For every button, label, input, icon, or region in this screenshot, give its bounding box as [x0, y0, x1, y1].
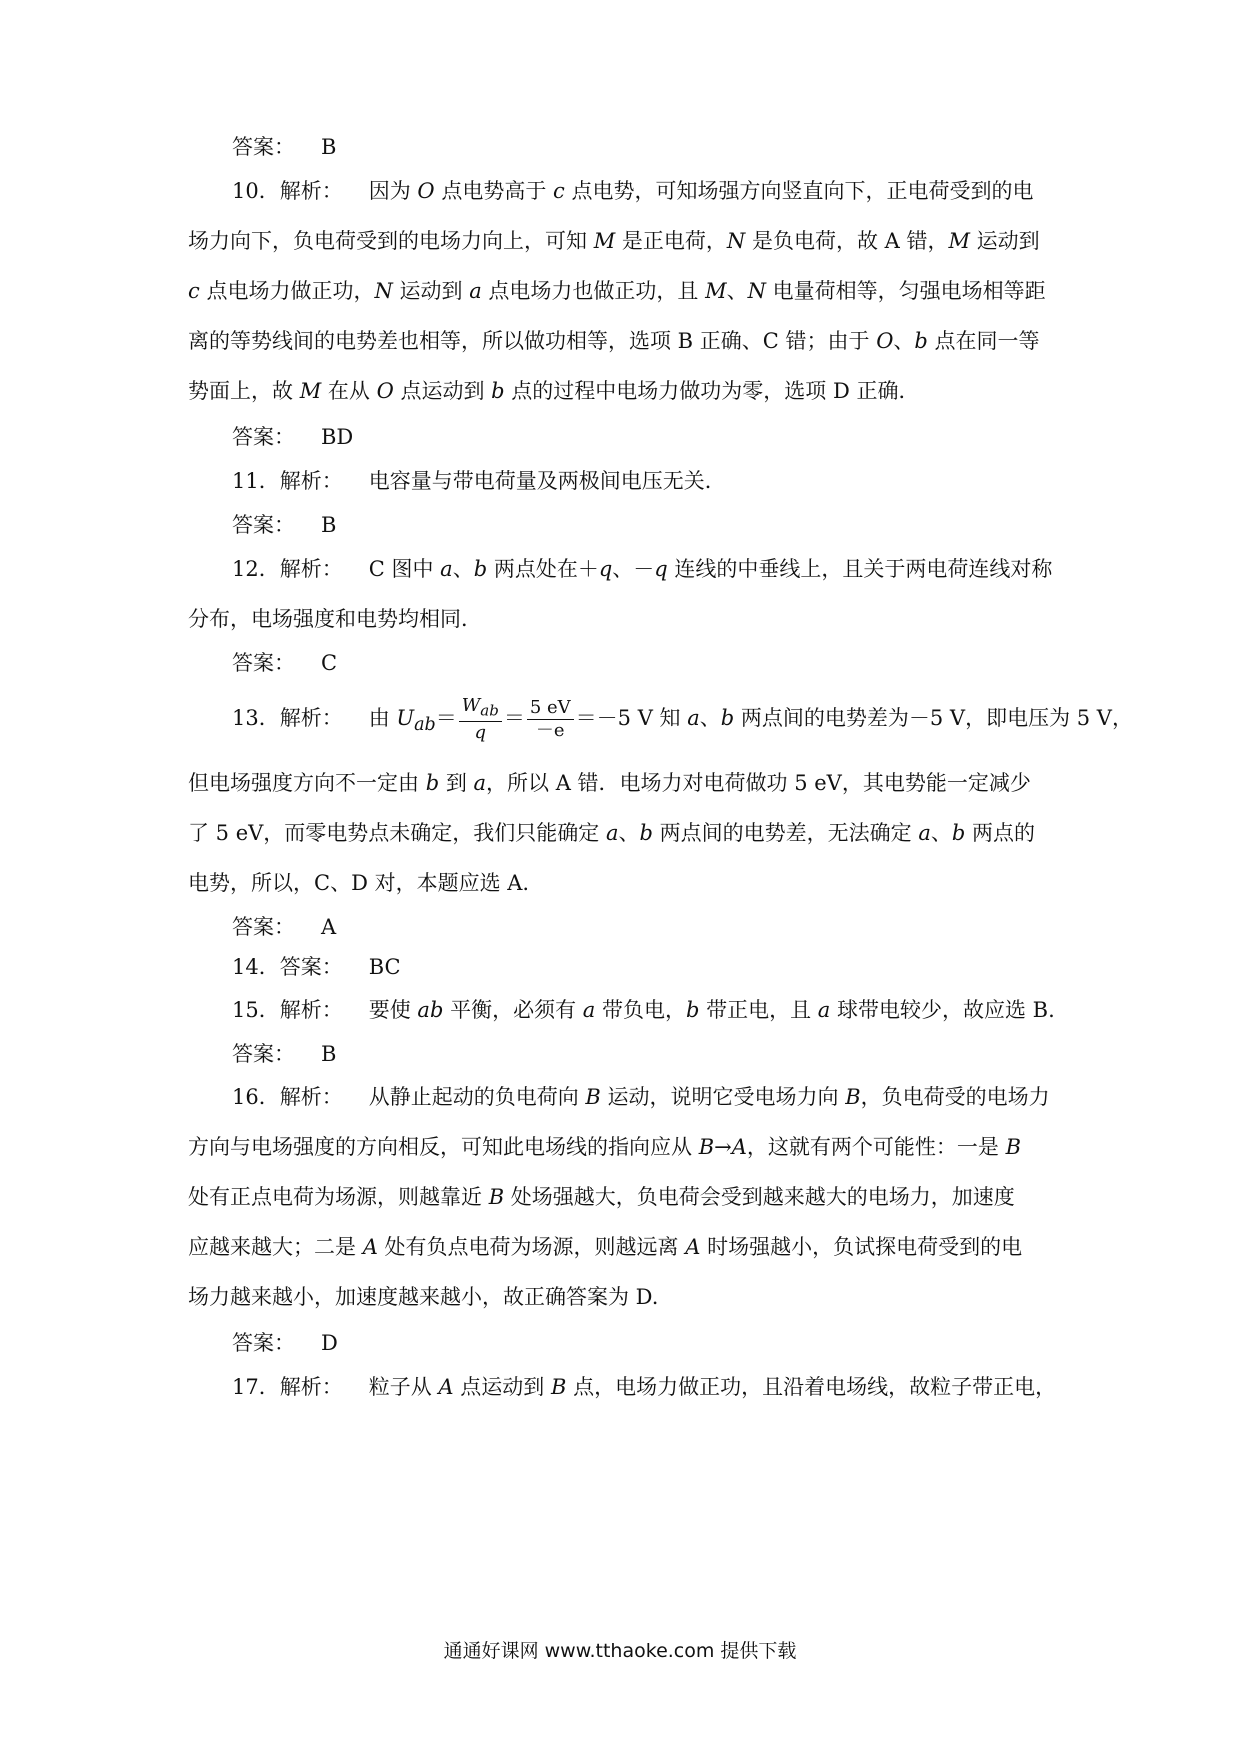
- explanation-16-line-5: 场力越来越小，加速度越来越小，故正确答案为 D.: [188, 1285, 659, 1309]
- explanation-12-line-2: 分布，电场强度和电势均相同．: [188, 607, 482, 631]
- explanation-13-line-1: 13．解析： 由 $U_{ab}=$ $\frac{W_{ab}}{q}$ ＝ $\frac{5 eV}{-e}$ ＝－5 V 知 a、b 两点间的电势差为－5 V，即电压为 5 V，: [232, 694, 1133, 744]
- explanation-10-line-3: c 点电场力做正功，N 运动到 a 点电场力也做正功，且 M、N 电量荷相等，匀强电场相等距: [188, 279, 1046, 303]
- explanation-16-line-2: 方向与电场强度的方向相反，可知此电场线的指向应从 B→A，这就有两个可能性：一是 B: [188, 1135, 1022, 1159]
- explanation-13-line-2: 但电场强度方向不一定由 b 到 a，所以 A 错．电场力对电荷做功 5 eV，其电势能一定减少: [188, 771, 1031, 795]
- answer-15: 答案： B: [232, 1042, 337, 1066]
- explanation-10-line-4: 离的等势线间的电势差也相等，所以做功相等，选项 B 正确、C 错；由于 O、b 点在同一等: [188, 329, 1040, 353]
- explanation-16-line-4: 应越来越大；二是 A 处有负点电荷为场源，则越远离 A 时场强越小，负试探电荷受到的电: [188, 1235, 1023, 1259]
- answer-9: 答案： B: [232, 135, 337, 159]
- fraction-w-over-q: $\frac{W_{ab}}{q}$: [459, 695, 502, 745]
- explanation-10-line-5: 势面上，故 M 在从 O 点运动到 b 点的过程中电场力做功为零，选项 D 正确．: [188, 379, 920, 403]
- explanation-15: 15．解析： 要使 ab 平衡，必须有 a 带负电，b 带正电，且 a 球带电较少，故应选 B.: [232, 998, 1055, 1022]
- explanation-12-line-1: 12．解析： C 图中 a、b 两点处在＋q、－q 连线的中垂线上，且关于两电荷连线对称: [232, 557, 1053, 581]
- explanation-16-line-1: 16．解析： 从静止起动的负电荷向 B 运动，说明它受电场力向 B，负电荷受的电场力: [232, 1085, 1050, 1109]
- answer-10: 答案： BD: [232, 425, 354, 449]
- explanation-16-line-3: 处有正点电荷为场源，则越靠近 B 处场强越大，负电荷会受到越来越大的电场力，加速度: [188, 1185, 1015, 1209]
- explanation-13-line-4: 电势，所以，C、D 对，本题应选 A.: [188, 871, 530, 895]
- explanation-10-line-1: 10．解析： 因为 O 点电势高于 c 点电势，可知场强方向竖直向下，正电荷受到的电: [232, 179, 1034, 203]
- fraction-energy-over-charge: $\frac{5 eV}{-e}$: [527, 697, 574, 742]
- answer-16: 答案： D: [232, 1331, 338, 1355]
- answer-14: 14．答案： BC: [232, 955, 401, 979]
- explanation-10-line-2: 场力向下，负电荷受到的电场力向上，可知 M 是正电荷，N 是负电荷，故 A 错，M 运动到: [188, 229, 1040, 253]
- answer-11: 答案： B: [232, 513, 337, 537]
- explanation-17-line-1: 17．解析： 粒子从 A 点运动到 B 点，电场力做正功，且沿着电场线，故粒子带正电，: [232, 1375, 1057, 1399]
- explanation-11: 11．解析： 电容量与带电荷量及两极间电压无关．: [232, 469, 726, 493]
- explanation-13-line-3: 了 5 eV，而零电势点未确定，我们只能确定 a、b 两点间的电势差，无法确定 a、b 两点的: [188, 821, 1035, 845]
- page-footer: 通通好课网 www.tthaoke.com 提供下载: [443, 1640, 797, 1662]
- answer-12: 答案： C: [232, 651, 338, 675]
- answer-13: 答案： A: [232, 915, 337, 939]
